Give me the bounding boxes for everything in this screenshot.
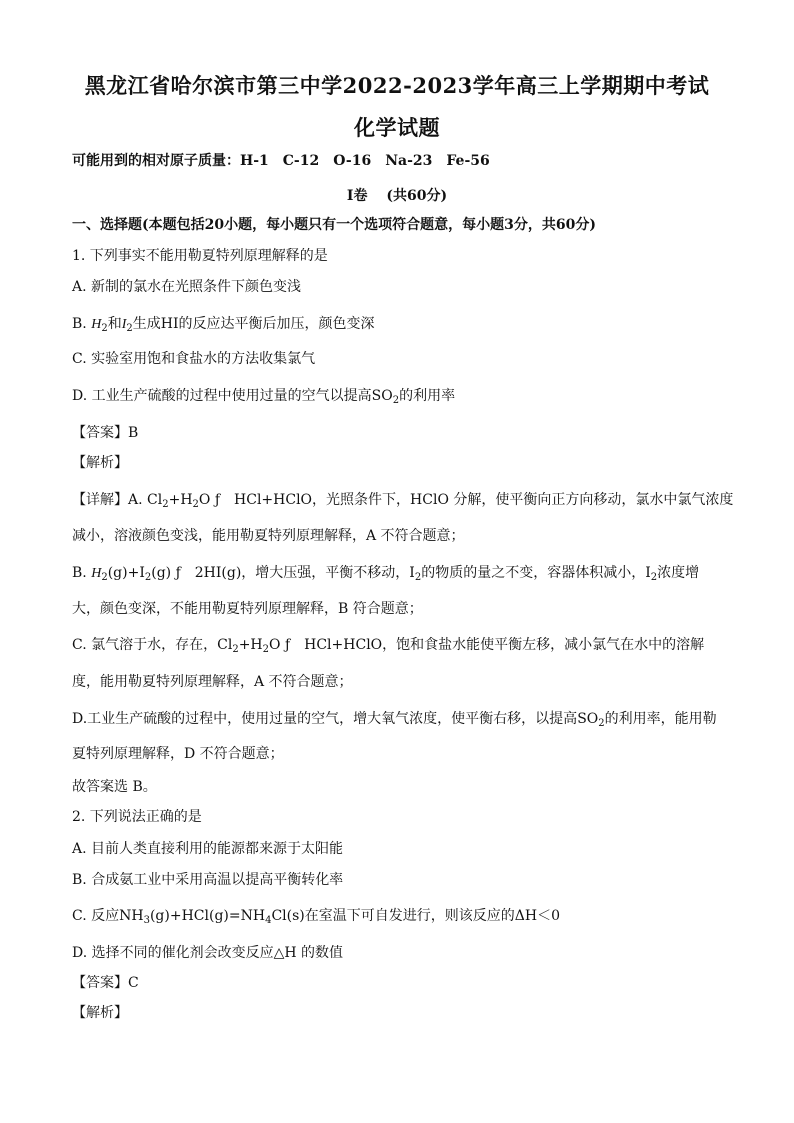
q1-answer: 【答案】B	[72, 425, 139, 441]
q1-option-b: B. $H_2$和$I_2$生成HI的反应达平衡后加压，颜色变深	[72, 316, 375, 334]
q1-conclusion: 故答案选 B。	[72, 779, 157, 795]
q2-option-c: C. 反应$NH_3(g)+HCl(g)=NH_4Cl(s)$在室温下可自发进行，则该反应的ΔH＜0	[72, 908, 560, 926]
q2-option-a: A. 目前人类直接利用的能源都来源于太阳能	[72, 841, 344, 857]
q1-option-d: D. 工业生产硫酸的过程中使用过量的空气以提高$SO_2$的利用率	[72, 388, 456, 406]
volume-heading: Ⅰ卷 (共60分)	[346, 188, 448, 204]
q1-detail-line-6: 度，能用勒夏特列原理解释，A 不符合题意；	[72, 674, 353, 690]
q1-option-c: C. 实验室用饱和食盐水的方法收集氯气	[72, 351, 316, 367]
q2-stem: 2. 下列说法正确的是	[72, 809, 202, 825]
q1-detail-line-5: C. 氯气溶于水，存在，$Cl_2+H_2O$ ƒ HCl+HClO，饱和食盐水能使平衡左移，减小氯气在水中的溶解	[72, 637, 705, 655]
q1-detail-line-4: 大，颜色变深，不能用勒夏特列原理解释，B 符合题意；	[72, 601, 423, 617]
section-heading: 一、选择题(本题包括20小题，每小题只有一个选项符合题意，每小题3分，共60分)	[72, 217, 596, 233]
q1-option-a: A. 新制的氯水在光照条件下颜色变浅	[72, 279, 302, 295]
exam-subtitle: 化学试题	[354, 115, 440, 140]
q2-answer: 【答案】C	[72, 975, 139, 991]
exam-title: 黑龙江省哈尔滨市第三中学2022-2023学年高三上学期期中考试	[84, 73, 710, 98]
q2-analysis-label: 【解析】	[72, 1005, 128, 1021]
q1-analysis-label: 【解析】	[72, 455, 128, 471]
atomic-mass-line: 可能用到的相对原子质量：H-1 C-12 O-16 Na-23 Fe-56	[72, 153, 490, 169]
q1-detail-line-3: B. $H_2(g)+I_2(g)$ ƒ 2HI(g)，增大压强，平衡不移动，$I_2$的物质的量之不变，容器体积减小，$I_2$浓度增	[72, 565, 700, 583]
q1-detail-line-1: 【详解】A. $Cl_2+H_2O$ ƒ HCl+HClO，光照条件下，HClO 分解，使平衡向正方向移动，氯水中氯气浓度	[72, 492, 734, 510]
q2-option-d: D. 选择不同的催化剂会改变反应△H 的数值	[72, 945, 344, 961]
q1-detail-line-8: 夏特列原理解释，D 不符合题意；	[72, 746, 284, 762]
q1-stem: 1. 下列事实不能用勒夏特列原理解释的是	[72, 248, 328, 264]
q1-detail-line-2: 减小，溶液颜色变浅，能用勒夏特列原理解释，A 不符合题意；	[72, 528, 465, 544]
q2-option-b: B. 合成氨工业中采用高温以提高平衡转化率	[72, 872, 344, 888]
q1-detail-line-7: D.工业生产硫酸的过程中，使用过量的空气，增大氧气浓度，使平衡右移，以提高$SO_2$的利用率，能用勒	[72, 711, 717, 729]
